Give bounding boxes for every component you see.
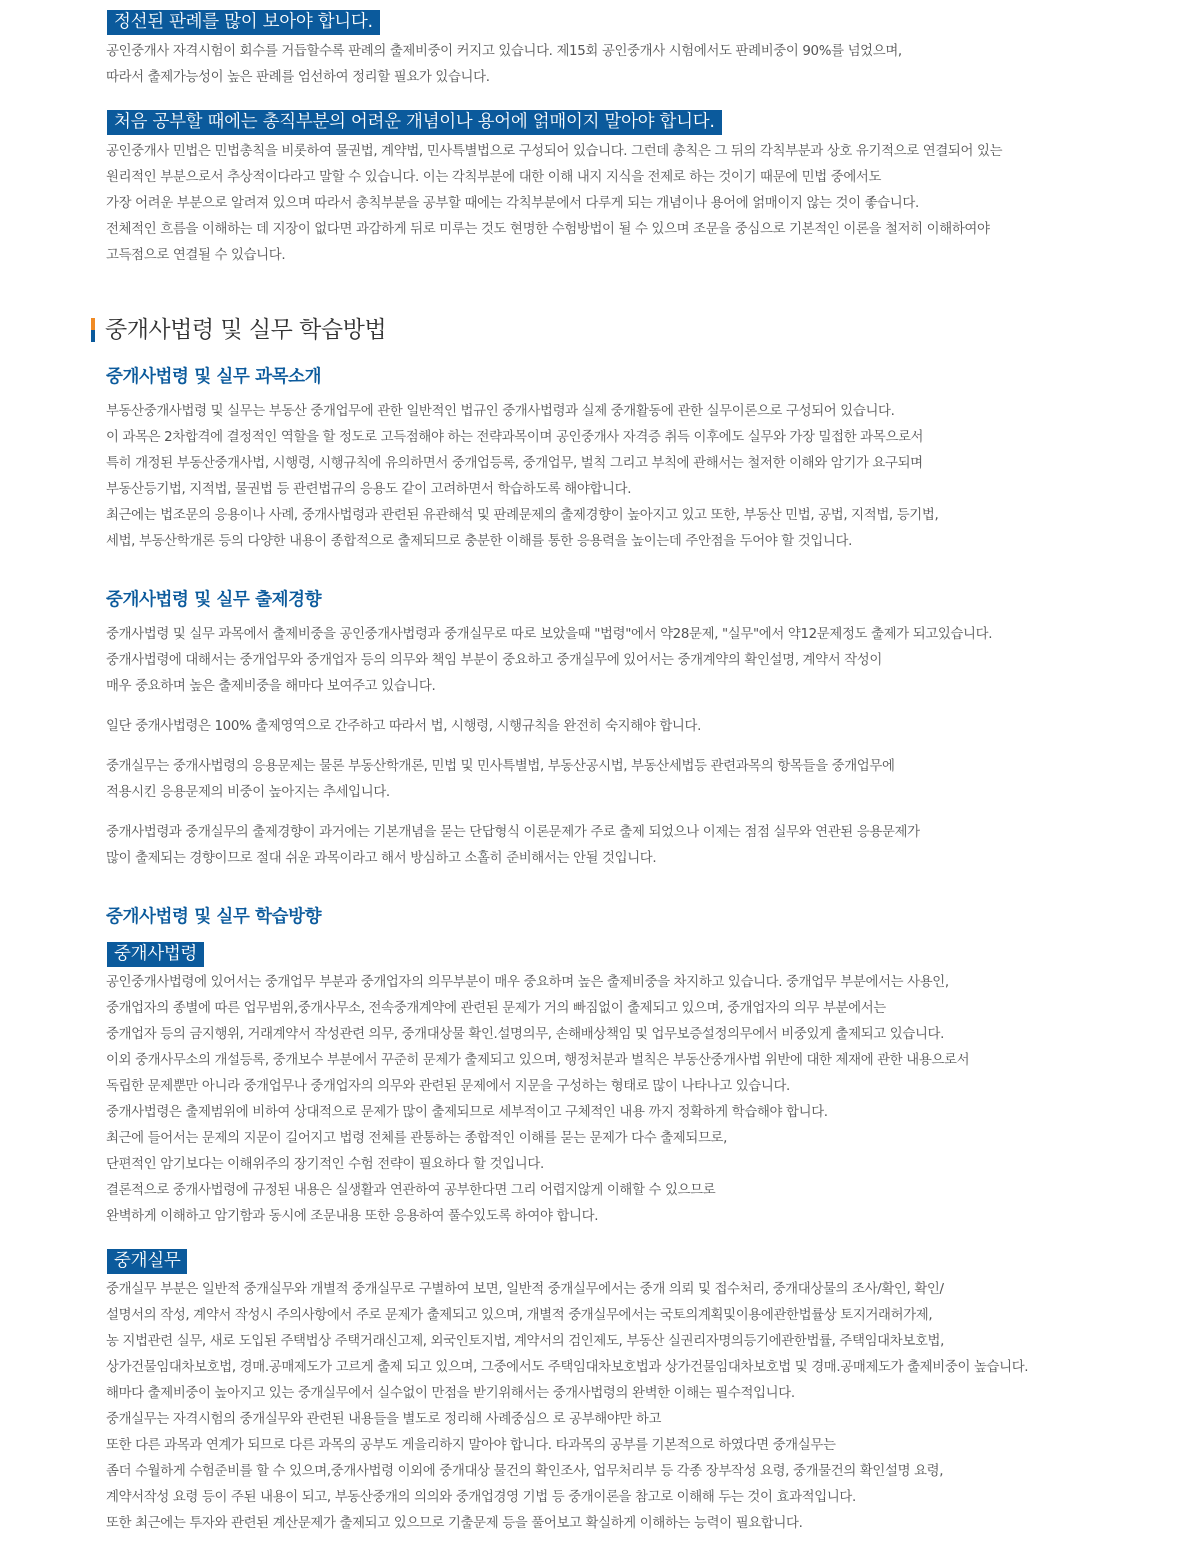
text-line: 중개사법령 및 실무 과목에서 출제비중을 공인중개사법령과 중개실무로 따로 보았을때 "법령"에서 약28문제, "실무"에서 약12문제정도 출제가 되고있습니다. — [106, 627, 993, 642]
text-line: 중개업자 등의 금지행위, 거래계약서 작성관련 의무, 중개대상물 확인.설명의무, 손해배상책임 및 업무보증설정의무에서 비중있게 출제되고 있습니다. — [106, 1027, 945, 1042]
text-line: 중개업자의 종별에 따른 업무범위,중개사무소, 전속중개계약에 관련된 문제가 거의 빠짐없이 출제되고 있으며, 중개업자의 의무 부분에서는 — [106, 1001, 886, 1016]
text-line: 해마다 출제비중이 높아지고 있는 중개실무에서 실수없이 만점을 받기위해서는 중개사법령의 완벽한 이해는 필수적입니다. — [106, 1386, 795, 1401]
text-line: 전체적인 흐름을 이해하는 데 지장이 없다면 과감하게 뒤로 미루는 것도 현명한 수험방법이 될 수 있으며 조문을 중심으로 기본적인 이론을 철저히 이해하여야 — [106, 222, 990, 237]
text-line: 공인중개사 민법은 민법총칙을 비롯하여 물권법, 계약법, 민사특별법으로 구성되어 있습니다. 그런데 총칙은 그 뒤의 각칙부분과 상호 유기적으로 연결되어 있는 — [106, 144, 1003, 159]
subheading-trend: 중개사법령 및 실무 출제경향 — [106, 590, 322, 610]
text-line: 또한 다른 과목과 연계가 되므로 다른 과목의 공부도 게을리하지 말아야 합니다. 타과목의 공부를 기본적으로 하였다면 중개실무는 — [106, 1438, 836, 1453]
text-line: 단편적인 암기보다는 이해위주의 장기적인 수험 전략이 필요하다 할 것입니다. — [106, 1157, 544, 1172]
highlight-heading-general-provisions: 처음 공부할 때에는 총직부분의 어려운 개념이나 용어에 얽매이지 말아야 합니다. — [107, 110, 722, 135]
text-line: 세법, 부동산학개론 등의 다양한 내용이 종합적으로 출제되므로 충분한 이해를 통한 응용력을 높이는데 주안점을 두어야 할 것입니다. — [106, 534, 853, 549]
text-line: 계약서작성 요령 등이 주된 내용이 되고, 부동산중개의 의의와 중개업경영 기법 등 중개이론을 참고로 이해해 두는 것이 효과적입니다. — [106, 1490, 856, 1505]
text-line: 중개실무 부분은 일반적 중개실무와 개별적 중개실무로 구별하여 보면, 일반적 중개실무에서는 중개 의뢰 및 접수처리, 중개대상물의 조사/확인, 확인/ — [106, 1282, 944, 1297]
subheading-method: 중개사법령 및 실무 학습방향 — [106, 907, 322, 927]
highlight-heading-precedents: 정선된 판례를 많이 보아야 합니다. — [107, 10, 380, 35]
text-line: 또한 최근에는 투자와 관련된 계산문제가 출제되고 있으므로 기출문제 등을 풀어보고 확실하게 이해하는 능력이 필요합니다. — [106, 1516, 803, 1531]
text-line: 따라서 출제가능성이 높은 판례를 엄선하여 정리할 필요가 있습니다. — [106, 70, 490, 85]
text-line: 가장 어려운 부분으로 알려져 있으며 따라서 총칙부분을 공부할 때에는 각칙부분에서 다루게 되는 개념이나 용어에 얽매이지 않는 것이 좋습니다. — [106, 196, 919, 211]
text-line: 이 과목은 2차합격에 결정적인 역할을 할 정도로 고득점해야 하는 전략과목이며 공인중개사 자격증 취득 이후에도 실무와 가장 밀접한 과목으로서 — [106, 430, 924, 445]
text-line: 중개실무는 자격시험의 중개실무와 관련된 내용들을 별도로 정리해 사례중심으 로 공부해야만 하고 — [106, 1412, 662, 1427]
text-line: 좀더 수월하게 수험준비를 할 수 있으며,중개사법령 이외에 중개대상 물건의 확인조사, 업무처리부 등 각종 장부작성 요령, 중개물건의 확인설명 요령, — [106, 1464, 944, 1479]
text-line: 공인중개사 자격시험이 회수를 거듭할수록 판례의 출제비중이 커지고 있습니다. 제15회 공인중개사 시험에서도 판례비중이 90%를 넘었으며, — [106, 44, 902, 59]
subheading-intro: 중개사법령 및 실무 과목소개 — [106, 367, 322, 387]
text-line: 매우 중요하며 높은 출제비중을 해마다 보여주고 있습니다. — [106, 679, 436, 694]
text-line: 결론적으로 중개사법령에 규정된 내용은 실생활과 연관하여 공부한다면 그리 어렵지않게 이해할 수 있으므로 — [106, 1183, 716, 1198]
title-accent-bar — [91, 318, 95, 342]
text-line: 고득점으로 연결될 수 있습니다. — [106, 248, 286, 263]
text-line: 많이 출제되는 경향이므로 절대 쉬운 과목이라고 해서 방심하고 소홀히 준비해서는 안될 것입니다. — [106, 851, 657, 866]
text-line: 중개사법령은 출제범위에 비하여 상대적으로 문제가 많이 출제되므로 세부적이고 구체적인 내용 까지 정확하게 학습해야 합니다. — [106, 1105, 828, 1120]
highlight-heading-law: 중개사법령 — [107, 942, 204, 967]
highlight-heading-practice: 중개실무 — [107, 1249, 187, 1274]
text-line: 독립한 문제뿐만 아니라 중개업무나 중개업자의 의무와 관련된 문제에서 지문을 구성하는 형태로 많이 나타나고 있습니다. — [106, 1079, 790, 1094]
text-line: 공인중개사법령에 있어서는 중개업무 부분과 중개업자의 의무부분이 매우 중요하며 높은 출제비중을 차지하고 있습니다. 중개업무 부분에서는 사용인, — [106, 975, 949, 990]
section-title — [91, 316, 386, 344]
text-line: 중개사법령과 중개실무의 출제경향이 과거에는 기본개념을 묻는 단답형식 이론문제가 주로 출제 되었으나 이제는 점점 실무와 연관된 응용문제가 — [106, 825, 920, 840]
text-line: 중개실무는 중개사법령의 응용문제는 물론 부동산학개론, 민법 및 민사특별법, 부동산공시법, 부동산세법등 관련과목의 항목들을 중개업무에 — [106, 759, 895, 774]
text-line: 최근에 들어서는 문제의 지문이 길어지고 법령 전체를 관통하는 종합적인 이해를 묻는 문제가 다수 출제되므로, — [106, 1131, 728, 1146]
text-line: 부동산등기법, 지적법, 물권법 등 관련법규의 응용도 같이 고려하면서 학습하도록 해야합니다. — [106, 482, 632, 497]
text-line: 부동산중개사법령 및 실무는 부동산 중개업무에 관한 일반적인 법규인 중개사법령과 실제 중개활동에 관한 실무이론으로 구성되어 있습니다. — [106, 404, 895, 419]
text-line: 최근에는 법조문의 응용이나 사례, 중개사법령과 관련된 유관해석 및 판례문제의 출제경향이 높아지고 있고 또한, 부동산 민법, 공법, 지적법, 등기법, — [106, 508, 939, 523]
text-line: 상가건물임대차보호법, 경매.공매제도가 고르게 출제 되고 있으며, 그중에서도 주택임대차보호법과 상가건물임대차보호법 및 경매.공매제도가 출제비중이 높습니다. — [106, 1360, 1029, 1375]
section-title-text: 중개사법령 및 실무 학습방법 — [105, 317, 387, 343]
text-line: 농 지법관련 실무, 새로 도입된 주택법상 주택거래신고제, 외국인토지법, 계약서의 검인제도, 부동산 실권리자명의등기에관한법률, 주택임대차보호법, — [106, 1334, 945, 1349]
text-line: 특히 개정된 부동산중개사법, 시행령, 시행규칙에 유의하면서 중개업등록, 중개업무, 벌칙 그리고 부칙에 관해서는 철저한 이해와 암기가 요구되며 — [106, 456, 923, 471]
text-line: 일단 중개사법령은 100% 출제영역으로 간주하고 따라서 법, 시행령, 시행규칙을 완전히 숙지해야 합니다. — [106, 719, 701, 734]
text-line: 중개사법령에 대해서는 중개업무와 중개업자 등의 의무와 책임 부분이 중요하고 중개실무에 있어서는 중개계약의 확인설명, 계약서 작성이 — [106, 653, 882, 668]
text-line: 원리적인 부분으로서 추상적이다라고 말할 수 있습니다. 이는 각칙부분에 대한 이해 내지 지식을 전제로 하는 것이기 때문에 민법 중에서도 — [106, 170, 882, 185]
text-line: 이외 중개사무소의 개설등록, 중개보수 부분에서 꾸준히 문제가 출제되고 있으며, 행정처분과 벌칙은 부동산중개사법 위반에 대한 제재에 관한 내용으로서 — [106, 1053, 970, 1068]
text-line: 설명서의 작성, 계약서 작성시 주의사항에서 주로 문제가 출제되고 있으며, 개별적 중개실무에서는 국토의계획및이용에관한법률상 토지거래허가제, — [106, 1308, 933, 1323]
text-line: 완벽하게 이해하고 암기함과 동시에 조문내용 또한 응용하여 풀수있도록 하여야 합니다. — [106, 1209, 599, 1224]
text-line: 적용시킨 응용문제의 비중이 높아지는 추세입니다. — [106, 785, 390, 800]
